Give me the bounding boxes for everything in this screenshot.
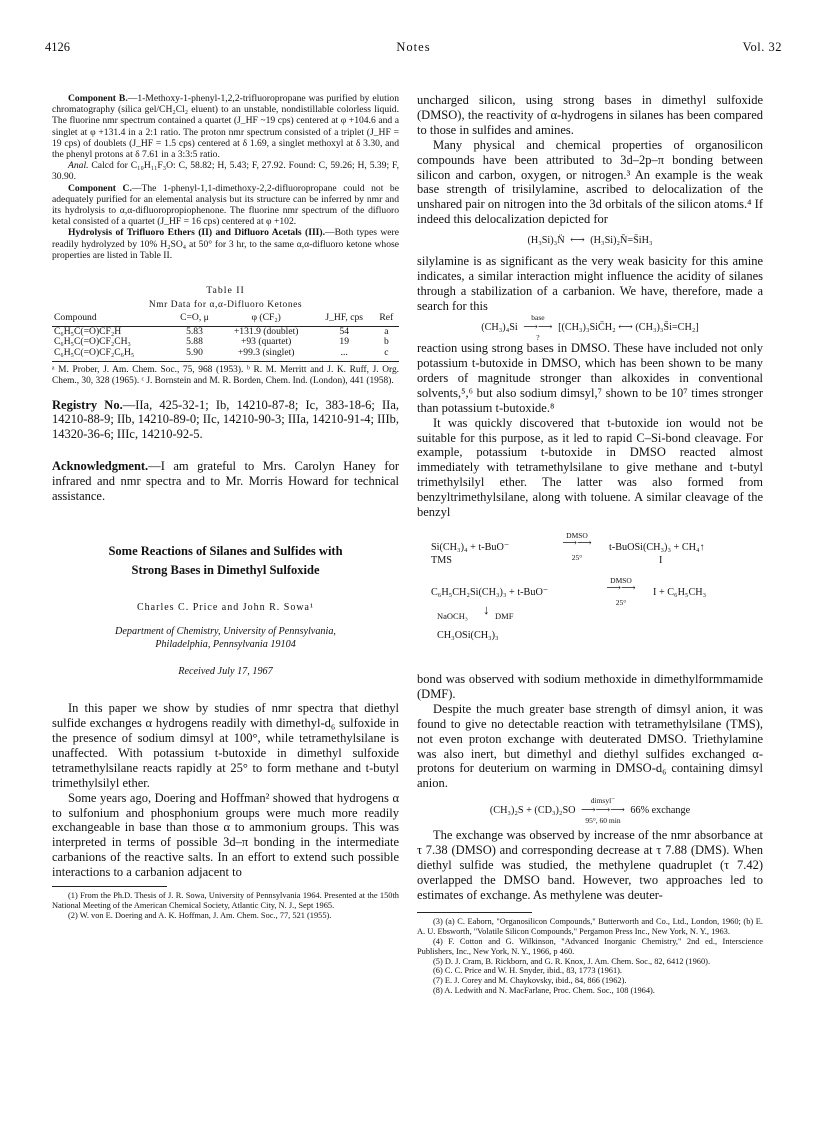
right-column — [417, 93, 763, 996]
equation-exchange: (CH₃)₂S + (CD₃)₂SO dimsyl⁻ ⟶⟶⟶ 95°, 60 min 66% exchange — [489, 796, 691, 826]
footnote: (4) F. Cotton and G. Wilkinson, "Advanced Inorganic Chemistry," 2nd ed., Interscience Publishers, Inc., New York, N. Y., 1966, p 460. — [417, 936, 763, 956]
table-row: C₆H₅C(=O)CF₂C₆H₅ 5.90 +99.3 (singlet) ... c — [52, 348, 399, 361]
table-header-cell: J_HF, cps — [315, 313, 374, 326]
equation-silylamine-resonance: (H₃Si)₃N̈ ⟷ (H₃Si)₂N̄=S̄iH₃ — [527, 235, 653, 247]
body-paragraph: Despite the much greater base strength of dimsyl anion, it was found to give no detectable reaction with tetramethylsilane (TMS), not even proton exchange with deuterated DMSO. Triethylamine was also inert, but dimethyl and diethyl sulfides exchanged α-protons for deuterium on warming in DMSO-d₆ containing dimsyl anion. — [417, 701, 763, 791]
body-paragraph: It was quickly discovered that t-butoxide ion would not be suitable for this purpose, as it led to rapid C–Si-bond cleavage. For example, potassium t-butoxide in DMSO reacted almost immediately with tetramethylsilane to give methane and t-butyl trimethylsilyl ether. The latter was also formed from benzyltrimethylsilane, along with toluene. A similar cleavage of the benzyl — [417, 415, 763, 520]
volume-label: Vol. 32 — [742, 40, 782, 54]
body-paragraph: silylamine is as significant as the very weak basicity for this amine indicates, a similar interaction might influence the acidity of silanes through a stabilization of a carbanion. We have, therefore, made a search for this — [417, 254, 763, 314]
nmr-table — [52, 313, 399, 362]
reaction-arrow: dimsyl⁻ ⟶⟶⟶ 95°, 60 min — [581, 796, 625, 826]
down-arrow: ↓ — [483, 601, 490, 617]
table-header-cell: φ (CF₂) — [218, 313, 315, 326]
intro-paragraph-1: In this paper we show by studies of nmr spectra that diethyl sulfide exchanges α hydrogens readily with dimethyl-d₆ sulfoxide in the presence of sodium dimsyl at 100°, while tetramethylsilane is unaffected. With potassium t-butoxide in dimethyl sulfoxide tetramethylsilane reacts rapidly at 25° to form methane and t-butyl trimethylsilyl ether. — [52, 701, 399, 790]
footnote: (2) W. von E. Doering and A. K. Hoffman, J. Am. Chem. Soc., 77, 521 (1955). — [68, 910, 332, 920]
hydrolysis-paragraph: Hydrolysis of Trifluoro Ethers (II) and Difluoro Acetals (III).—Both types were readily hydrolyzed by 10% H₂SO₄ at 50° for 3 hr, to the same α,α-difluoro ketone whose properties are listed in Table II. — [52, 227, 399, 261]
component-c-paragraph: Component C.—The 1-phenyl-1,1-dimethoxy-2,2-difluoropropane could not be adequately purified for an elemental analysis but its structure can be inferred by nmr and its hydrolysis to α,α-difluoropropiophenone. The fluorine nmr spectrum of the difluoro ketal consisted of a quartet (J_HF = 16 cps) centered at φ +102. — [52, 182, 399, 228]
registry-paragraph: Registry No.—IIa, 425-32-1; Ib, 14210-87-8; Ic, 383-18-6; IIa, 14210-88-9; IIb, 14210-89-0; IIc, 14210-90-3; IIIa, 14210-91-4; IIIb, 14320-36-6; IIIc, 14210-92-5. — [52, 397, 399, 442]
footnote: (3) (a) C. Eaborn, "Organosilicon Compounds," Butterworth and Co., Ltd., London, 1960; (b) E. A. U. Ebsworth, "Volatile Silicon Compounds," Pergamon Press Inc., New York, N. Y., 1963. — [417, 916, 763, 936]
reaction-arrow: base ⟶⟶ ? — [523, 313, 553, 343]
body-paragraph: bond was observed with sodium methoxide in dimethylformmamide (DMF). — [417, 671, 763, 701]
body-paragraph: reaction using strong bases in DMSO. These have included not only potassium t-butoxide in DMSO, which has been shown to be many orders of magnitude stronger than alkoxides in conventional solvents,⁵,⁶ but also sodium dimsyl,⁷ shown to be 10⁷ times stronger than potassium t-butoxide.⁸ — [417, 341, 763, 415]
body-paragraph: The exchange was observed by increase of the nmr absorbance at τ 7.38 (DMSO) and corresponding decrease at τ 7.88 (DMS). When diethyl sulfide was studied, the methylene quadruplet (τ 7.42) overlapped the DMSO band. However, two approaches led to estimates of exchange. As methylene was deuter- — [417, 828, 763, 902]
page-number: 4126 — [45, 40, 70, 54]
footnote: (8) A. Ledwith and N. MacFarlane, Proc. Chem. Soc., 108 (1964). — [433, 986, 655, 996]
resonance-arrow: ⟷ — [570, 235, 585, 247]
equation-silane-carbanion: (CH₃)₄Si base ⟶⟶ ? [(CH₃)₃SiC̄H₂ ⟷ (CH₃)₃S̄i=CH₂] — [481, 313, 699, 343]
footnote: (1) From the Ph.D. Thesis of J. R. Sowa, University of Pennsylvania 1964. Presented at the 150th National Meeting of the American Chemical Society, Atlantic City, N. J., Sept 1965. — [52, 891, 399, 910]
footnote: (5) D. J. Cram, B. Rickborn, and G. R. Knox, J. Am. Chem. Soc., 82, 6412 (1960). — [433, 956, 711, 966]
footnote-divider — [417, 912, 532, 913]
table-header-cell: Compound — [52, 313, 171, 326]
table-title: Table II — [206, 285, 245, 297]
article-authors: Charles C. Price and John R. Sowa¹ — [137, 601, 314, 613]
table-row: C₆H₅C(=O)CF₂H 5.83 +131.9 (doublet) 54 a — [54, 325, 389, 337]
received-date: Received July 17, 1967 — [178, 666, 273, 678]
table-header-cell: C=O, μ — [171, 313, 217, 326]
page-header — [45, 40, 782, 58]
section-title: Notes — [396, 40, 431, 54]
component-b-paragraph: Component B.—1-Methoxy-1-phenyl-1,2,2-trifluoropropane was purified by elution chromatography (silica gel/CH₂Cl₂ eluent) to an unstable, nondistillable colorless liquid. The fluorine nmr spectrum contained a quartet (J_HF ~19 cps) centered at φ +104.6 and a singlet at φ +131.4 in a 2:1 ratio. The proton nmr spectrum consisted of a triplet (J_HF = 19 cps) of doublets (J_HF = 1.5 cps) centered at δ 1.69, a singlet methoxyl at δ 3.30, and the phenyl protons at δ 7.61 in a 3:3:5 ratio. — [52, 93, 399, 161]
article-title: Some Reactions of Silanes and Sulfides with Strong Bases in Dimethyl Sulfoxide — [108, 543, 343, 577]
table-footnote: ᵃ M. Prober, J. Am. Chem. Soc., 75, 968 (1953). ᵇ R. M. Merritt and J. K. Ruff, J. Org. Chem., 30, 328 (1965). ᶜ J. Bornstein and M. R. Borden, Chem. Ind. (London), 441 (1958). — [52, 364, 399, 386]
table-header-cell: Ref — [374, 313, 399, 326]
reaction-arrow: ⟶⟶ — [606, 582, 636, 594]
acknowledgment-paragraph: Acknowledgment.—I am grateful to Mrs. Carolyn Haney for infrared and nmr spectra and to Mr. Morris Howard for technical assistance. — [52, 459, 399, 504]
reaction-arrow: ⟶⟶ — [562, 537, 592, 549]
footnote-divider — [52, 886, 167, 887]
article-affiliation: Department of Chemistry, University of Pennsylvania, Philadelphia, Pennsylvania 19104 — [115, 625, 336, 650]
table-caption: Nmr Data for α,α-Difluoro Ketones — [148, 300, 303, 311]
body-paragraph: uncharged silicon, using strong bases in dimethyl sulfoxide (DMSO), the reactivity of α-hydrogens in silanes has been compared to those in sulfides and amines. — [417, 93, 763, 137]
left-column — [52, 93, 399, 921]
table-row: C₆H₅C(=O)CF₂CH₃ 5.88 +93 (quartet) 19 b — [54, 336, 389, 348]
intro-paragraph-2: Some years ago, Doering and Hoffman² showed that hydrogens α to sulfonium and phosphonium groups were much more readily exchangeable in base than those α to ammonium groups. This was interpreted in terms of possible 3d–π bonding in the intermediate carbanions of the reactive salts. In an effort to extend such possible interactions to a carbanion adjacent to — [52, 790, 399, 880]
reaction-scheme: Si(CH₃)₄ + t-BuO⁻ DMSO ⟶⟶ 25° t-BuOSi(CH₃)₃ + CH₄↑ TMS I C₆H₅CH₂Si(CH₃)₃ + t-BuO⁻ DMSO ⟶⟶ 25° I + C₆H₅CH₃ NaOCH₃ ↓ DMF CH₃OSi(CH₃)₃ — [431, 530, 707, 641]
body-paragraph: Many physical and chemical properties of organosilicon compounds have been attributed to 3d–2p–π bonding between silicon and carbon, oxygen, or nitrogen.³ An example is the weak base strength of trisilylamine, ascribed to delocalization of the unshared pair on nitrogen into the 3d orbitals of the silicon atoms.⁴ If indeed this delocalization depicted for — [417, 137, 763, 227]
footnote: (7) E. J. Corey and M. Chaykovsky, ibid., 84, 866 (1962). — [433, 976, 627, 986]
footnote: (6) C. C. Price and W. H. Snyder, ibid., 83, 1773 (1961). — [433, 966, 623, 976]
analysis-paragraph: Anal. Calcd for C₁₀H₁₁F₃O: C, 58.82; H, 5.43; F, 27.92. Found: C, 59.26; H, 5.39; F, 30.90. — [52, 160, 399, 183]
